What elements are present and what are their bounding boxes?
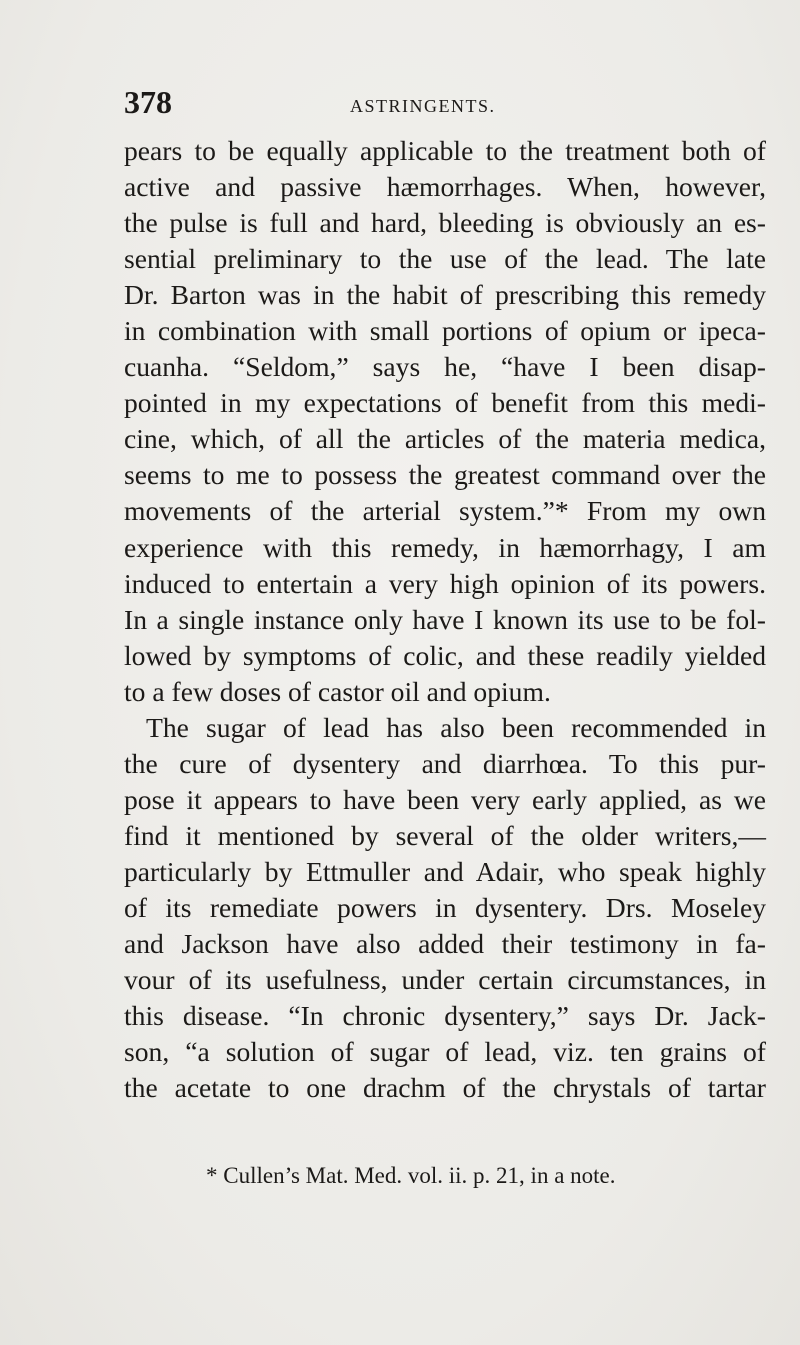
text-line: pointed in my expectations of benefit from this medi-: [124, 387, 766, 419]
text-line: lowed by symptoms of colic, and these readily yielded: [124, 639, 766, 671]
text-line: cuanha. “Seldom,” says he, “have I been disap-: [124, 351, 766, 383]
text-line: this disease. “In chronic dysentery,” says Dr. Jack-: [124, 1000, 766, 1032]
text-line: sential preliminary to the use of the lead. The late: [124, 243, 766, 275]
text-line: son, “a solution of sugar of lead, viz. ten grains of: [124, 1036, 766, 1068]
footnote: * Cullen’s Mat. Med. vol. ii. p. 21, in a note.: [206, 1163, 616, 1188]
paragraph-first-line: The sugar of lead has also been recommended in: [146, 711, 766, 743]
text-line: seems to me to possess the greatest command over the: [124, 459, 766, 491]
text-line: particularly by Ettmuller and Adair, who speak highly: [124, 855, 766, 887]
text-line: Dr. Barton was in the habit of prescribing this remedy: [124, 279, 766, 311]
text-line: cine, which, of all the articles of the materia medica,: [124, 423, 766, 455]
text-line: vour of its usefulness, under certain circumstances, in: [124, 964, 766, 996]
page-header: [124, 84, 740, 124]
text-line: of its remediate powers in dysentery. Drs. Moseley: [124, 891, 766, 923]
text-line: find it mentioned by several of the older writers,—: [124, 819, 766, 851]
paragraph-last-line: to a few doses of castor oil and opium.: [124, 675, 551, 707]
text-line: experience with this remedy, in hæmorrhagy, I am: [124, 531, 766, 563]
text-line: In a single instance only have I known its use to be fol-: [124, 603, 766, 635]
text-line: the pulse is full and hard, bleeding is obviously an es-: [124, 207, 766, 239]
text-line: induced to entertain a very high opinion of its powers.: [124, 567, 766, 599]
body-text: [124, 133, 766, 1106]
text-line: the acetate to one drachm of the chrystals of tartar: [124, 1072, 766, 1104]
text-line: and Jackson have also added their testimony in fa-: [124, 928, 766, 960]
running-head: ASTRINGENTS.: [350, 96, 496, 116]
text-line: pose it appears to have been very early applied, as we: [124, 783, 766, 815]
text-line: movements of the arterial system.”* From my own: [124, 495, 766, 527]
text-line: the cure of dysentery and diarrhœa. To this pur-: [124, 747, 766, 779]
page-number: 378: [124, 84, 172, 120]
text-line: in combination with small portions of opium or ipeca-: [124, 315, 766, 347]
text-line: pears to be equally applicable to the treatment both of: [124, 135, 766, 166]
text-line: active and passive hæmorrhages. When, however,: [124, 171, 766, 203]
